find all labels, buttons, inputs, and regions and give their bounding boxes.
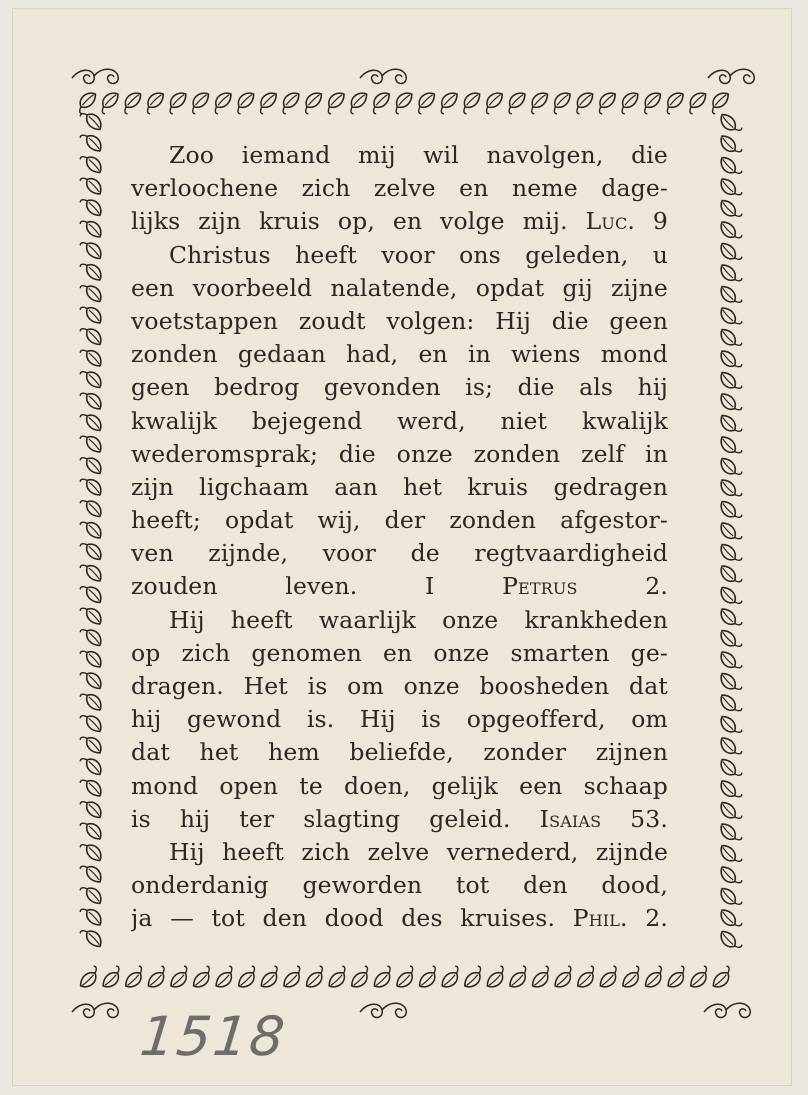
bottom-leaf-icon xyxy=(573,966,598,989)
right-leaf-icon xyxy=(719,131,742,156)
text-line xyxy=(131,703,668,736)
top-leaf-icon xyxy=(233,91,258,114)
right-leaf-icon xyxy=(719,583,742,608)
line-text: zonden gedaan had, en in wiens mond xyxy=(131,340,668,369)
line-text: op zich genomen en onze smarten ge- xyxy=(131,638,668,667)
right-leaf-icon xyxy=(719,905,742,930)
bottom-leaf-icon xyxy=(324,966,349,989)
line-text: ven zijnde, voor de regtvaardigheid xyxy=(131,539,668,568)
bottom-leaf-icon xyxy=(347,966,372,989)
right-leaf-icon xyxy=(719,755,742,780)
right-leaf-icon xyxy=(719,927,742,952)
right-leaf-icon xyxy=(719,325,742,350)
right-leaf-icon xyxy=(719,153,742,178)
left-leaf-icon xyxy=(80,410,103,435)
text-line xyxy=(131,305,668,338)
text-line xyxy=(131,770,668,803)
line-text: ja — tot den dood des kruises. xyxy=(131,904,556,933)
left-leaf-icon xyxy=(80,883,103,908)
top-leaf-icon xyxy=(210,91,235,114)
line-text: een voorbeeld nalatende, opdat gij zijne xyxy=(131,273,668,302)
bottom-center-flourish-icon xyxy=(360,1003,406,1017)
left-leaf-icon xyxy=(80,646,103,671)
left-leaf-icon xyxy=(80,625,103,650)
bottom-leaf-icon xyxy=(144,966,169,989)
right-leaf-icon xyxy=(719,733,742,758)
bottom-leaf-icon xyxy=(618,966,643,989)
right-leaf-icon xyxy=(719,712,742,737)
right-leaf-icon xyxy=(719,497,742,522)
top-leaf-icon xyxy=(685,91,710,114)
line-text: kwalijk bejegend werd, niet kwalijk xyxy=(131,406,668,435)
bottom-leaf-icon xyxy=(505,966,530,989)
right-leaf-icon xyxy=(719,282,742,307)
top-leaf-icon xyxy=(459,91,484,114)
left-leaf-icon xyxy=(80,324,103,349)
top-leaf-icon xyxy=(527,91,552,114)
left-leaf-icon xyxy=(80,453,103,478)
handwritten-inventory-number: 1518 xyxy=(137,1005,290,1068)
right-leaf-icon xyxy=(719,690,742,715)
top-leaf-icon xyxy=(662,91,687,114)
text-line xyxy=(131,239,668,272)
line-text: onderdanig geworden tot den dood, xyxy=(131,871,668,900)
top-leaf-icon xyxy=(549,91,574,114)
top-leaf-icon xyxy=(617,91,642,114)
left-leaf-icon xyxy=(80,668,103,693)
right-leaf-icon xyxy=(719,798,742,823)
left-leaf-icon xyxy=(80,689,103,714)
text-line xyxy=(131,405,668,438)
text-line xyxy=(131,537,668,570)
text-line xyxy=(131,371,668,404)
left-leaf-icon xyxy=(80,259,103,284)
line-text: voetstappen zoudt volgen: Hij die geen xyxy=(131,306,668,335)
left-leaf-icon xyxy=(80,539,103,564)
left-leaf-icon xyxy=(80,775,103,800)
left-leaf-icon xyxy=(80,367,103,392)
scripture-text xyxy=(131,139,668,936)
text-line xyxy=(131,338,668,371)
left-leaf-icon xyxy=(80,861,103,886)
text-line xyxy=(131,272,668,305)
top-leaf-icon xyxy=(301,91,326,114)
text-line xyxy=(131,803,668,836)
left-leaf-icon xyxy=(80,474,103,499)
bottom-leaf-icon xyxy=(415,966,440,989)
bottom-leaf-icon xyxy=(257,966,282,989)
bottom-leaf-icon xyxy=(189,966,214,989)
left-leaf-icon xyxy=(80,517,103,542)
right-leaf-icon xyxy=(719,626,742,651)
line-text: verloochene zich zelve en neme dage- xyxy=(131,174,668,203)
left-leaf-icon xyxy=(80,818,103,843)
bottom-leaf-icon xyxy=(641,966,666,989)
left-leaf-icon xyxy=(80,173,103,198)
left-leaf-icon xyxy=(80,496,103,521)
line-text: zouden leven. xyxy=(131,572,358,601)
line-text: lijks zijn kruis op, en volge mij. xyxy=(131,207,568,236)
top-leaf-icon xyxy=(323,91,348,114)
left-leaf-icon xyxy=(80,130,103,155)
scripture-reference: Phil. 2. xyxy=(572,904,668,933)
scripture-reference: Isaias 53. xyxy=(539,804,668,833)
text-line xyxy=(131,438,668,471)
bottom-leaf-icon xyxy=(528,966,553,989)
bottom-leaf-icon xyxy=(234,966,259,989)
left-leaf-icon xyxy=(80,711,103,736)
top-leaf-icon xyxy=(165,91,190,114)
right-leaf-icon xyxy=(719,475,742,500)
text-line xyxy=(131,504,668,537)
top-leaf-icon xyxy=(369,91,394,114)
left-leaf-icon xyxy=(80,152,103,177)
right-leaf-icon xyxy=(719,239,742,264)
line-text: Hij heeft waarlijk onze krankheden xyxy=(169,605,668,634)
line-text: zijn ligchaam aan het kruis gedragen xyxy=(131,472,668,501)
right-leaf-icon xyxy=(719,669,742,694)
top-leaf-icon xyxy=(256,91,281,114)
right-leaf-icon xyxy=(719,389,742,414)
left-leaf-icon xyxy=(80,302,103,327)
scripture-reference: I Petrus 2. xyxy=(425,572,668,601)
left-leaf-icon xyxy=(80,216,103,241)
top-center-flourish-icon xyxy=(360,69,406,83)
top-leaf-icon xyxy=(595,91,620,114)
right-leaf-icon xyxy=(719,260,742,285)
right-leaf-icon xyxy=(719,346,742,371)
top-leaf-icon xyxy=(120,91,145,114)
bottom-leaf-icon xyxy=(392,966,417,989)
bottom-leaf-icon xyxy=(709,966,734,989)
top-leaf-icon xyxy=(391,91,416,114)
right-leaf-icon xyxy=(719,217,742,242)
right-leaf-icon xyxy=(719,604,742,629)
line-text: Zoo iemand mij wil navolgen, die xyxy=(169,141,668,169)
line-text: mond open te doen, gelijk een schaap xyxy=(131,771,668,800)
left-leaf-icon xyxy=(80,840,103,865)
bottom-leaf-icon xyxy=(302,966,327,989)
bottom-leaf-icon xyxy=(437,966,462,989)
text-line xyxy=(131,736,668,769)
text-line xyxy=(131,139,668,172)
right-leaf-icon xyxy=(719,561,742,586)
left-leaf-icon xyxy=(80,926,103,951)
right-leaf-icon xyxy=(719,540,742,565)
line-text: wederomsprak; die onze zonden zelf in xyxy=(131,439,668,468)
bottom-leaf-icon xyxy=(121,966,146,989)
top-leaf-icon xyxy=(143,91,168,114)
text-line xyxy=(131,471,668,504)
text-line xyxy=(131,172,668,205)
line-text: Christus heeft voor ons geleden, u xyxy=(169,240,668,269)
corner-flourish-icon xyxy=(704,1003,750,1017)
top-leaf-icon xyxy=(278,91,303,114)
bottom-leaf-icon xyxy=(686,966,711,989)
corner-flourish-icon xyxy=(72,1003,118,1017)
left-leaf-icon xyxy=(80,904,103,929)
right-leaf-icon xyxy=(719,368,742,393)
left-leaf-icon xyxy=(80,797,103,822)
left-leaf-icon xyxy=(80,281,103,306)
right-leaf-icon xyxy=(719,411,742,436)
top-leaf-icon xyxy=(436,91,461,114)
top-leaf-icon xyxy=(572,91,597,114)
text-line xyxy=(131,670,668,703)
left-leaf-icon xyxy=(80,195,103,220)
right-leaf-icon xyxy=(719,303,742,328)
left-leaf-icon xyxy=(80,109,103,134)
top-leaf-icon xyxy=(346,91,371,114)
text-line xyxy=(131,902,668,935)
top-leaf-icon xyxy=(75,91,100,114)
left-leaf-icon xyxy=(80,388,103,413)
line-text: is hij ter slagting geleid. xyxy=(131,804,511,833)
line-text: Hij heeft zich zelve vernederd, zijnde xyxy=(169,837,668,866)
left-leaf-icon xyxy=(80,431,103,456)
top-leaf-icon xyxy=(482,91,507,114)
left-leaf-icon xyxy=(80,238,103,263)
bottom-leaf-icon xyxy=(279,966,304,989)
bottom-leaf-icon xyxy=(596,966,621,989)
left-leaf-icon xyxy=(80,582,103,607)
scripture-reference: Luc. 9 xyxy=(585,207,668,236)
bottom-leaf-icon xyxy=(460,966,485,989)
right-leaf-icon xyxy=(719,841,742,866)
top-leaf-icon xyxy=(504,91,529,114)
corner-flourish-icon xyxy=(708,69,754,83)
text-line xyxy=(131,869,668,902)
bottom-leaf-icon xyxy=(211,966,236,989)
bottom-leaf-icon xyxy=(166,966,191,989)
right-leaf-icon xyxy=(719,174,742,199)
top-leaf-icon xyxy=(640,91,665,114)
text-line xyxy=(131,570,668,603)
corner-flourish-icon xyxy=(72,69,118,83)
top-leaf-icon xyxy=(708,91,733,114)
line-text: dat het hem beliefde, zonder zijnen xyxy=(131,738,668,767)
left-leaf-icon xyxy=(80,754,103,779)
left-leaf-icon xyxy=(80,603,103,628)
right-leaf-icon xyxy=(719,862,742,887)
left-leaf-icon xyxy=(80,345,103,370)
right-leaf-icon xyxy=(719,454,742,479)
right-leaf-icon xyxy=(719,819,742,844)
line-text: dragen. Het is om onze boosheden dat xyxy=(131,672,668,700)
bottom-leaf-icon xyxy=(483,966,508,989)
right-leaf-icon xyxy=(719,647,742,672)
text-line xyxy=(131,604,668,637)
top-leaf-icon xyxy=(97,91,122,114)
text-line xyxy=(131,836,668,869)
bottom-leaf-icon xyxy=(370,966,395,989)
right-leaf-icon xyxy=(719,884,742,909)
right-leaf-icon xyxy=(719,432,742,457)
left-leaf-icon xyxy=(80,560,103,585)
bottom-leaf-icon xyxy=(98,966,123,989)
left-leaf-icon xyxy=(80,732,103,757)
top-leaf-icon xyxy=(414,91,439,114)
bottom-leaf-icon xyxy=(550,966,575,989)
right-leaf-icon xyxy=(719,110,742,135)
top-leaf-icon xyxy=(188,91,213,114)
line-text: heeft; opdat wij, der zonden afgestor- xyxy=(131,506,668,535)
right-leaf-icon xyxy=(719,196,742,221)
text-line xyxy=(131,637,668,670)
bottom-leaf-icon xyxy=(76,966,101,989)
bottom-leaf-icon xyxy=(663,966,688,989)
line-text: hij gewond is. Hij is opgeofferd, om xyxy=(131,705,668,734)
right-leaf-icon xyxy=(719,776,742,801)
text-line xyxy=(131,205,668,238)
right-leaf-icon xyxy=(719,518,742,543)
line-text: geen bedrog gevonden is; die als hij xyxy=(131,373,668,402)
